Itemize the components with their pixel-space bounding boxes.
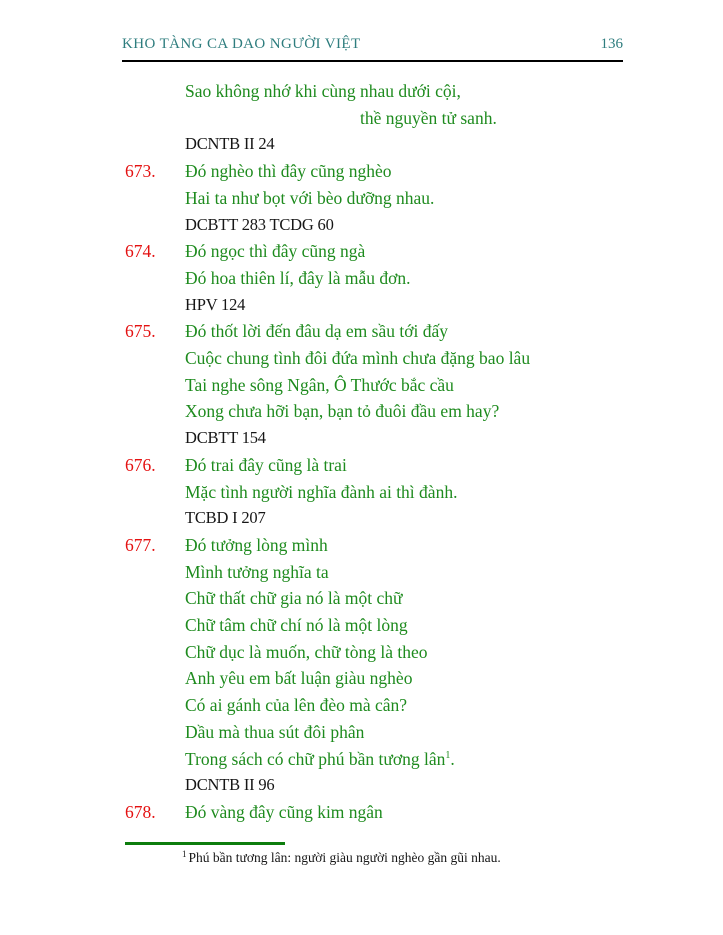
verse-text: Đó ngọc thì đây cũng ngà bbox=[185, 241, 366, 262]
verse-text: Chữ dục là muốn, chữ tòng là theo bbox=[185, 641, 428, 662]
verse-line bbox=[125, 639, 685, 666]
verse-line bbox=[125, 78, 685, 105]
citation: HPV 124 bbox=[185, 294, 246, 314]
verse-text: Đó thốt lời đến đâu dạ em sầu tới đấy bbox=[185, 321, 448, 342]
entry-number: 674. bbox=[125, 241, 156, 262]
verse-punctuation: . bbox=[450, 748, 455, 769]
page-content bbox=[125, 78, 685, 826]
entry-number: 673. bbox=[125, 161, 156, 182]
verse-text-with-footnote bbox=[185, 746, 455, 773]
verse-text: Đó vàng đây cũng kim ngân bbox=[185, 801, 383, 822]
entry-number: 677. bbox=[125, 534, 156, 555]
verse-line bbox=[125, 585, 685, 612]
entry-number: 678. bbox=[125, 801, 156, 822]
verse-line bbox=[125, 665, 685, 692]
verse-text: Mặc tình người nghĩa đành ai thì đành. bbox=[185, 481, 458, 502]
verse-text: Hai ta như bọt với bèo dưỡng nhau. bbox=[185, 187, 435, 208]
citation-line bbox=[125, 772, 685, 799]
verse-text: Tai nghe sông Ngân, Ô Thước bắc cầu bbox=[185, 374, 454, 395]
verse-line bbox=[125, 479, 685, 506]
verse-text: thề nguyền tử sanh. bbox=[360, 107, 497, 128]
page-header bbox=[122, 36, 623, 53]
verse-text: Dầu mà thua sút đôi phân bbox=[185, 721, 365, 742]
verse-text: Trong sách có chữ phú bần tương lân bbox=[185, 748, 446, 769]
verse-line bbox=[125, 318, 685, 345]
verse-line bbox=[125, 238, 685, 265]
verse-text: Anh yêu em bất luận giàu nghèo bbox=[185, 668, 413, 689]
verse-text: Đó tưởng lòng mình bbox=[185, 534, 328, 555]
verse-text: Đó nghèo thì đây cũng nghèo bbox=[185, 161, 392, 182]
footnote-body: Phú bần tương lân: người giàu người nghèo gần gũi nhau. bbox=[188, 850, 501, 865]
verse-line bbox=[125, 158, 685, 185]
footnote-ref-marker: 1 bbox=[445, 749, 451, 761]
verse-line bbox=[125, 345, 685, 372]
citation-line bbox=[125, 425, 685, 452]
citation: TCBD I 207 bbox=[185, 508, 266, 528]
citation-line bbox=[125, 212, 685, 239]
verse-line bbox=[125, 185, 685, 212]
citation: DCBTT 283 TCDG 60 bbox=[185, 214, 334, 234]
verse-line bbox=[125, 719, 685, 746]
citation-line bbox=[125, 131, 685, 158]
verse-line bbox=[125, 105, 685, 132]
verse-line bbox=[125, 398, 685, 425]
entry-number: 675. bbox=[125, 321, 156, 342]
book-title: KHO TÀNG CA DAO NGƯỜI VIỆT bbox=[122, 36, 361, 52]
footnote-text bbox=[182, 850, 501, 866]
verse-text: Xong chưa hỡi bạn, bạn tỏ đuôi đầu em hay? bbox=[185, 401, 500, 422]
verse-text: Cuộc chung tình đôi đứa mình chưa đặng bao lâu bbox=[185, 348, 531, 369]
verse-text: Chữ tâm chữ chí nó là một lòng bbox=[185, 615, 408, 636]
citation: DCBTT 154 bbox=[185, 428, 266, 448]
verse-text: Chữ thất chữ gia nó là một chữ bbox=[185, 588, 403, 609]
citation: DCNTB II 24 bbox=[185, 134, 275, 154]
verse-line bbox=[125, 452, 685, 479]
verse-text: Sao không nhớ khi cùng nhau dưới cội, bbox=[185, 81, 461, 101]
verse-line bbox=[125, 559, 685, 586]
footnote-rule bbox=[125, 842, 285, 845]
verse-line bbox=[125, 372, 685, 399]
footnote-marker: 1 bbox=[182, 848, 187, 859]
page-number: 136 bbox=[600, 36, 623, 52]
verse-line bbox=[125, 799, 685, 826]
verse-line bbox=[125, 746, 685, 773]
entry-number: 676. bbox=[125, 454, 156, 475]
verse-line bbox=[125, 612, 685, 639]
verse-line bbox=[125, 692, 685, 719]
verse-line bbox=[125, 265, 685, 292]
verse-text: Mình tưởng nghĩa ta bbox=[185, 561, 329, 582]
citation-line bbox=[125, 292, 685, 319]
citation-line bbox=[125, 505, 685, 532]
verse-line bbox=[125, 532, 685, 559]
citation: DCNTB II 96 bbox=[185, 775, 275, 795]
verse-text: Có ai gánh của lên đèo mà cân? bbox=[185, 695, 408, 716]
verse-text: Đó hoa thiên lí, đây là mẫu đơn. bbox=[185, 267, 411, 288]
header-rule bbox=[122, 60, 623, 62]
verse-text: Đó trai đây cũng là trai bbox=[185, 454, 347, 475]
